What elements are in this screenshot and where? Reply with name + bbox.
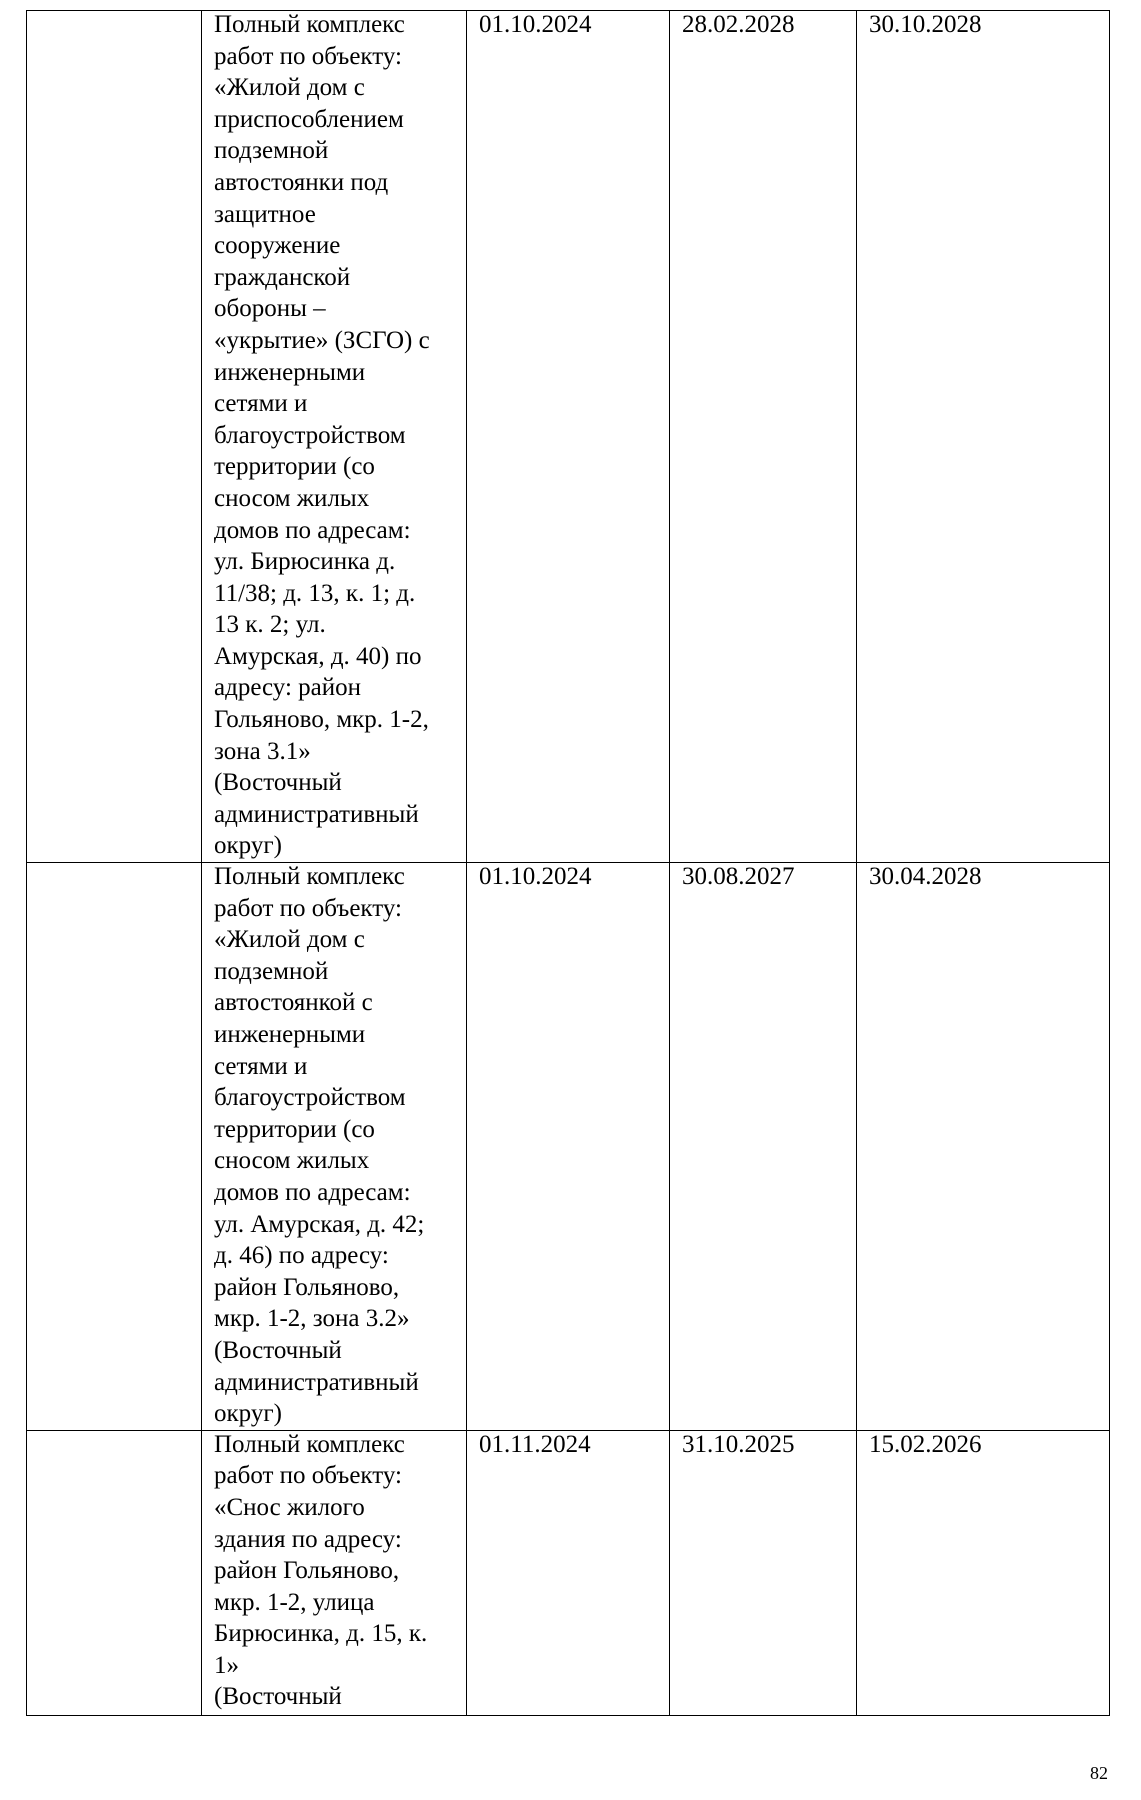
final-date-cell [857, 1430, 1110, 1715]
object-description: Полный комплекс работ по объекту: «Жилой дом с приспособлением подземной автостоянки под защитное сооружение гражданской обороны – «укрытие» (ЗСГО) с инженерными сетями и благоустройством территории (со сносом жилых домов по адресам: ул. Бирюсинка д. 11/38; д. 13, к. 1; д. 13 к. 2; ул. Амурская, д. 40) по адресу: район Гольяново, мкр. 1-2, зона 3.1» (Восточный административный округ) [214, 11, 430, 860]
end-date: 31.10.2025 [682, 1430, 795, 1458]
table-row [27, 863, 1110, 1431]
final-date-cell [857, 863, 1110, 1431]
end-date-cell [670, 1430, 857, 1715]
start-date-cell [467, 1430, 670, 1715]
page-number: 82 [1090, 1763, 1108, 1783]
empty-cell [27, 1430, 202, 1715]
empty-cell [27, 863, 202, 1431]
end-date: 30.08.2027 [682, 863, 795, 891]
final-date: 30.04.2028 [869, 863, 982, 891]
table-row [27, 1430, 1110, 1715]
table-row [27, 11, 1110, 863]
description-cell [202, 1430, 467, 1715]
description-cell [202, 863, 467, 1431]
final-date-cell [857, 11, 1110, 863]
object-description: Полный комплекс работ по объекту: «Жилой дом с подземной автостоянкой с инженерными сетями и благоустройством территории (со сносом жилых домов по адресам: ул. Амурская, д. 42; д. 46) по адресу: район Гольяново, мкр. 1-2, зона 3.2» (Восточный административный округ) [214, 863, 425, 1428]
schedule-table [26, 10, 1110, 1716]
start-date: 01.10.2024 [479, 863, 592, 891]
end-date-cell [670, 863, 857, 1431]
final-date: 30.10.2028 [869, 11, 982, 38]
start-date: 01.11.2024 [479, 1430, 591, 1458]
start-date-cell [467, 11, 670, 863]
final-date: 15.02.2026 [869, 1430, 982, 1458]
end-date-cell [670, 11, 857, 863]
start-date: 01.10.2024 [479, 11, 592, 38]
start-date-cell [467, 863, 670, 1431]
end-date: 28.02.2028 [682, 11, 795, 38]
empty-cell [27, 11, 202, 863]
object-description: Полный комплекс работ по объекту: «Снос жилого здания по адресу: район Гольяново, мкр. 1-2, улица Бирюсинка, д. 15, к. 1» (Восточный [214, 1430, 428, 1711]
description-cell [202, 11, 467, 863]
